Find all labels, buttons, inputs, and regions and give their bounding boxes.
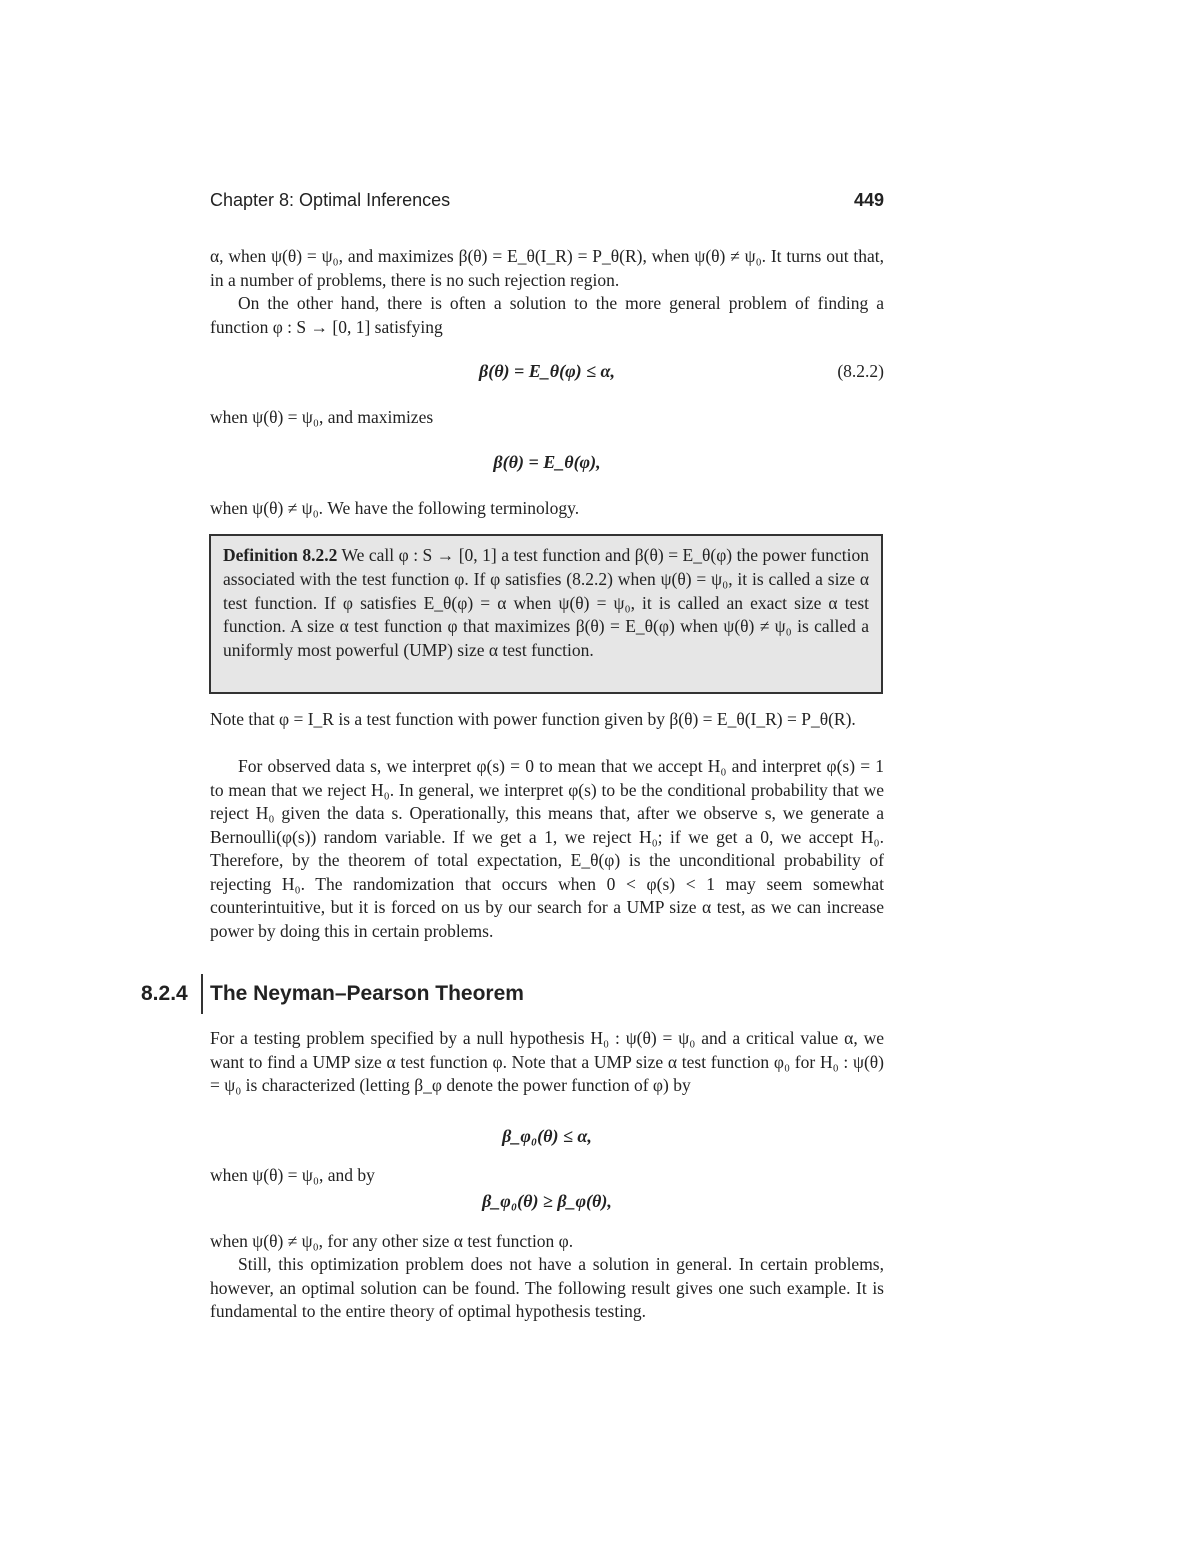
definition-text (223, 544, 869, 663)
paragraph-terminology: when ψ(θ) ≠ ψ₀. We have the following terminology. (210, 498, 580, 518)
paragraph-any-other: when ψ(θ) ≠ ψ₀, for any other size α test function φ. (210, 1231, 574, 1251)
definition-body: We call φ : S → [0, 1] a test function and β(θ) = E_θ(φ) the power function associated with the test function φ. If φ satisfies (8.2.2) when ψ(θ) = ψ₀, it is called a size α test function. If φ satisfies E_θ(φ) = α when ψ(θ) = ψ₀, it is called an exact size α test function. A size α test function φ that maximizes β(θ) = E_θ(φ) when ψ(θ) ≠ ψ₀ is called a uniformly most powerful (UMP) size α test function. (223, 545, 869, 661)
equation-body: β(θ) = E_θ(φ) ≤ α, (478, 361, 615, 381)
equation-8-2-2 (210, 361, 884, 382)
definition-label: Definition 8.2.2 (223, 545, 338, 565)
equation-power-dominance: β_φ₀(θ) ≥ β_φ(θ), (482, 1191, 612, 1211)
section-rule (201, 974, 203, 1014)
paragraph-and-by: when ψ(θ) = ψ₀, and by (210, 1165, 375, 1185)
equation-size-constraint: β_φ₀(θ) ≤ α, (502, 1126, 592, 1146)
equation-power: β(θ) = E_θ(φ), (493, 452, 601, 472)
paragraph-interpretation: For observed data s, we interpret φ(s) = 0 to mean that we accept H₀ and interpret φ(s) = 1 to mean that we reject H₀. In general, we interpret φ(s) to be the conditional probability that we reject H₀ given the data s. Operationally, this means that, after we observe s, we generate a Bernoulli(φ(s)) random variable. If we get a 1, we reject H₀; if we get a 0, we accept H₀. Therefore, by the theorem of total expectation, E_θ(φ) is the unconditional probability of rejecting H₀. The randomization that occurs when 0 < φ(s) < 1 may seem somewhat counterintuitive, but it is forced on us by our search for a UMP size α test, as we can increase power by doing this in certain problems. (210, 756, 884, 941)
paragraph-optimization: Still, this optimization problem does not have a solution in general. In certain problems, however, an optimal solution can be found. The following result gives one such example. It is fundamental to the entire theory of optimal hypothesis testing. (210, 1254, 884, 1321)
paragraph-testing-problem: For a testing problem specified by a null hypothesis H₀ : ψ(θ) = ψ₀ and a critical value α, we want to find a UMP size α test function φ. Note that a UMP size α test function φ₀ for H₀ : ψ(θ) = ψ₀ is characterized (letting β_φ denote the power function of φ) by (210, 1028, 884, 1095)
page-number: 449 (853, 190, 884, 210)
chapter-title: Chapter 8: Optimal Inferences (210, 190, 451, 210)
equation-number: (8.2.2) (837, 361, 884, 381)
section-number: 8.2.4 (141, 982, 188, 1005)
paragraph-general-problem: On the other hand, there is often a solution to the more general problem of finding a function φ : S → [0, 1] satisfying (210, 293, 884, 337)
paragraph-continuation: α, when ψ(θ) = ψ₀, and maximizes β(θ) = E_θ(I_R) = P_θ(R), when ψ(θ) ≠ ψ₀. It turns out that, in a number of problems, there is no such rejection region. (210, 246, 884, 290)
definition-box (209, 534, 883, 694)
section-title: The Neyman–Pearson Theorem (210, 982, 524, 1005)
paragraph-when-null: when ψ(θ) = ψ₀, and maximizes (210, 407, 434, 427)
paragraph-note: Note that φ = I_R is a test function with power function given by β(θ) = E_θ(I_R) = P_θ(R). (210, 709, 856, 729)
